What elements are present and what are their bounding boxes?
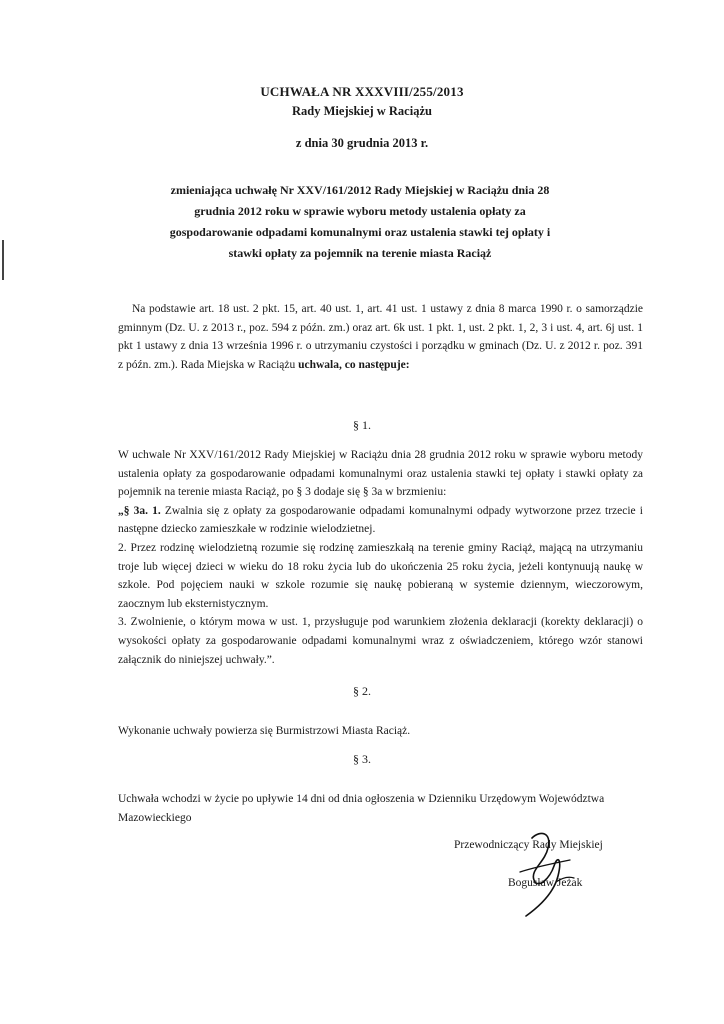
amendment-label: „§ 3a. 1. xyxy=(118,504,161,517)
section-1-point-3: 3. Zwolnienie, o którym mowa w ust. 1, przysługuje pod warunkiem złożenia deklaracji (korekty deklaracji) o wysokości opłaty za gospodarowanie odpadami komunalnymi wraz z oświadczeniem, którego wzór stanowi załącznik do niniejszej uchwały.”. xyxy=(118,616,643,666)
amendment-text: Zwalnia się z opłaty za gospodarowanie odpadami komunalnymi odpady wytworzone przez trzecie i następne dziecko zamieszkałe w rodzinie wielodzietnej. xyxy=(118,504,643,536)
resolution-subject: zmieniająca uchwałę Nr XXV/161/2012 Rady Miejskiej w Raciążu dnia 28 grudnia 2012 roku w sprawie wyboru metody ustalenia opłaty za gospodarowanie odpadami komunalnymi oraz ustalenia stawki tej opłaty i stawki opłaty za pojemnik na terenie miasta Raciąż xyxy=(169,183,551,260)
legal-basis xyxy=(118,300,643,374)
resolves-phrase: uchwala, co następuje: xyxy=(298,358,410,371)
section-3-text: Uchwała wchodzi w życie po upływie 14 dni od dnia ogłoszenia w Dzienniku Urzędowym Województwa Mazowieckiego xyxy=(118,793,605,824)
section-2-text: Wykonanie uchwały powierza się Burmistrzowi Miasta Raciąż. xyxy=(118,725,411,737)
section-1-symbol: § 1. xyxy=(353,418,371,432)
section-1-amendment xyxy=(118,502,643,539)
section-2-symbol: § 2. xyxy=(353,684,371,698)
signature-name: Bogusław Jeżak xyxy=(508,877,583,889)
scan-edge-mark xyxy=(2,240,4,280)
section-1-intro: W uchwale Nr XXV/161/2012 Rady Miejskiej w Raciążu dnia 28 grudnia 2012 roku w sprawie wyboru metody ustalenia opłaty za gospodarowanie odpadami komunalnymi oraz ustalenia stawki tej opłaty i stawki opłaty za pojemnik na terenie miasta Raciąż, po § 3 dodaje się § 3a w brzmieniu: xyxy=(118,449,643,499)
legal-basis-text: Na podstawie art. 18 ust. 2 pkt. 15, art. 40 ust. 1, art. 41 ust. 1 ustawy z dnia 8 marca 1990 r. o samorządzie gminnym (Dz. U. z 2013 r., poz. 594 z późn. zm.) oraz art. 6k ust. 1 pkt. 1, ust. 2 pkt. 1, 2, 3 i ust. 4, art. 6j ust. 1 pkt 1 ustawy z dnia 13 września 1996 r. o utrzymaniu czystości i porządku w gminach (Dz. U. z 2012 r. poz. 391 z późn. zm.). Rada Miejska w Raciążu xyxy=(118,303,643,371)
council-name: Rady Miejskiej w Raciążu xyxy=(292,104,432,118)
resolution-date: z dnia 30 grudnia 2013 r. xyxy=(295,136,429,150)
section-1-point-2: 2. Przez rodzinę wielodzietną rozumie się rodzinę zamieszkałą na terenie gminy Raciąż, mającą na utrzymaniu troje lub więcej dzieci w wieku do 18 roku życia lub do ukończenia 25 roku życia, jeżeli kontynuują naukę w szkole. Pod pojęciem nauki w szkole rozumie się naukę pobieraną w systemie dziennym, wieczorowym, zaocznym lub eksternistycznym. xyxy=(118,541,643,610)
section-3-symbol: § 3. xyxy=(353,752,371,766)
signature-role: Przewodniczący Rady Miejskiej xyxy=(454,839,603,851)
section-1-body xyxy=(118,446,643,669)
resolution-title: UCHWAŁA NR XXXVIII/255/2013 xyxy=(260,84,464,99)
handwritten-signature xyxy=(470,820,620,920)
